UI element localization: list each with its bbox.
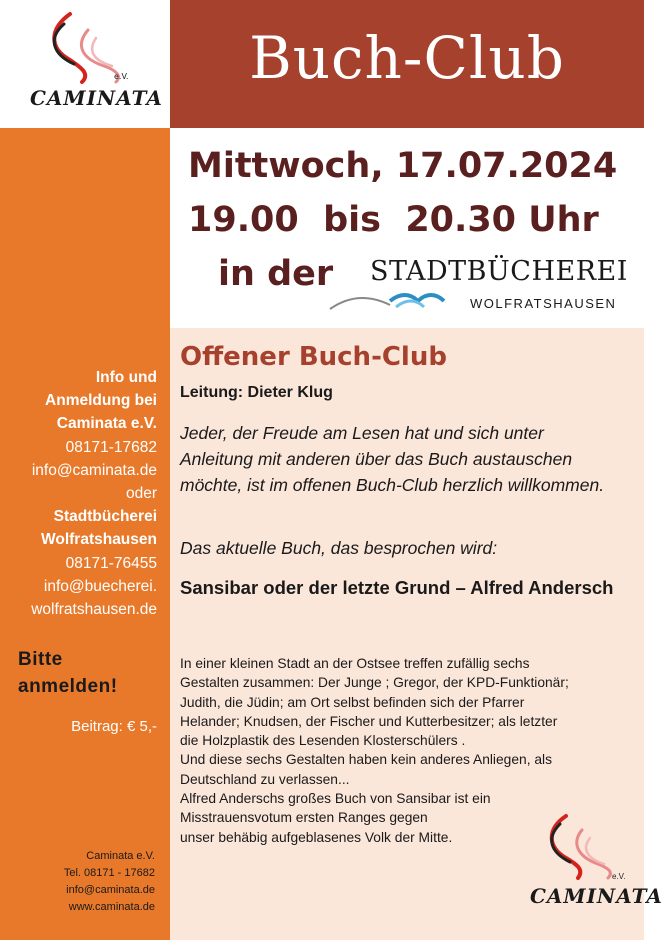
description-line: Helander; Knudsen, der Fischer und Kutterbesitzer; als letzter (180, 713, 558, 729)
logo-wordmark-bottom: CAMINATA (530, 884, 663, 908)
logo-ev-label: e.V. (114, 72, 129, 81)
book-title: Sansibar oder der letzte Grund – Alfred Andersch (180, 577, 614, 598)
caminata-logo (0, 0, 170, 128)
content-intro: Jeder, der Freude am Lesen hat und sich unter Anleitung mit anderen über das Buch austauschen möchte, ist im offenen Buch-Club herzlich willkommen. (180, 423, 605, 495)
content-leader: Leitung: Dieter Klug (180, 384, 333, 401)
sidebar-info-line: 08171-76455 (65, 554, 157, 572)
description-line: unser behäbig aufgeblasenes Volk der Mitte. (180, 829, 453, 845)
sidebar-info-line: Wolfratshausen (41, 531, 157, 549)
contact-line: Tel. 08171 - 17682 (63, 867, 155, 879)
sidebar-info-line: 08171-17682 (65, 438, 157, 456)
content-heading: Offener Buch-Club (180, 342, 447, 372)
contact-line: info@caminata.de (66, 884, 155, 896)
sidebar-info (31, 366, 157, 621)
contact-line: www.caminata.de (68, 901, 155, 913)
description-line: die Holzplastik des Lesenden Klosterschülers . (180, 733, 466, 749)
sidebar-info-line: Info und (95, 369, 157, 386)
event-details (170, 128, 644, 328)
venue-name: STADTBÜCHEREI (370, 256, 628, 287)
logo-wordmark: CAMINATA (30, 86, 163, 110)
contact-block (64, 848, 155, 916)
logo-ev-label-bottom: e.V. (612, 872, 626, 881)
sidebar-info-line: info@caminata.de (31, 461, 157, 479)
event-time: 19.00 bis 20.30 Uhr (188, 200, 599, 240)
sidebar (0, 128, 170, 940)
venue-city: WOLFRATSHAUSEN (470, 296, 617, 311)
description-line: Judith, die Jüdin; am Ort selbst befinden sich der Pfarrer (180, 694, 525, 710)
library-wave-logo-icon (330, 291, 450, 313)
title-banner (170, 0, 644, 128)
registration-notice (18, 646, 118, 700)
sidebar-info-line: Caminata e.V. (56, 415, 157, 433)
fee-label: Beitrag: € 5,- (71, 718, 157, 735)
event-location-prefix: in der (218, 254, 334, 294)
description-line: Alfred Anderschs großes Buch von Sansibar ist ein (180, 791, 491, 807)
book-intro: Das aktuelle Buch, das besprochen wird: (180, 538, 498, 558)
sidebar-info-line: info@buecherei. (43, 577, 157, 595)
registration-notice-line2: anmelden! (18, 676, 118, 697)
event-date: Mittwoch, 17.07.2024 (188, 146, 618, 186)
description-line: Und diese sechs Gestalten haben kein anderes Anliegen, als (180, 752, 552, 768)
description-line: Misstrauensvotum ersten Ranges gegen (180, 810, 428, 826)
registration-notice-line1: Bitte (18, 649, 63, 670)
sidebar-info-line: Stadtbücherei (53, 508, 157, 526)
sidebar-info-line: wolfratshausen.de (31, 601, 157, 619)
description-line: Gestalten zusammen: Der Junge ; Gregor, der KPD-Funktionär; (180, 675, 569, 691)
description-line: In einer kleinen Stadt an der Ostsee treffen zufällig sechs (180, 656, 530, 671)
page-title: Buch-Club (249, 24, 565, 92)
contact-line: Caminata e.V. (86, 850, 155, 862)
sidebar-info-line: oder (125, 485, 157, 503)
description-line: Deutschland zu verlassen... (180, 771, 350, 787)
sidebar-info-line: Anmeldung bei (45, 392, 157, 410)
